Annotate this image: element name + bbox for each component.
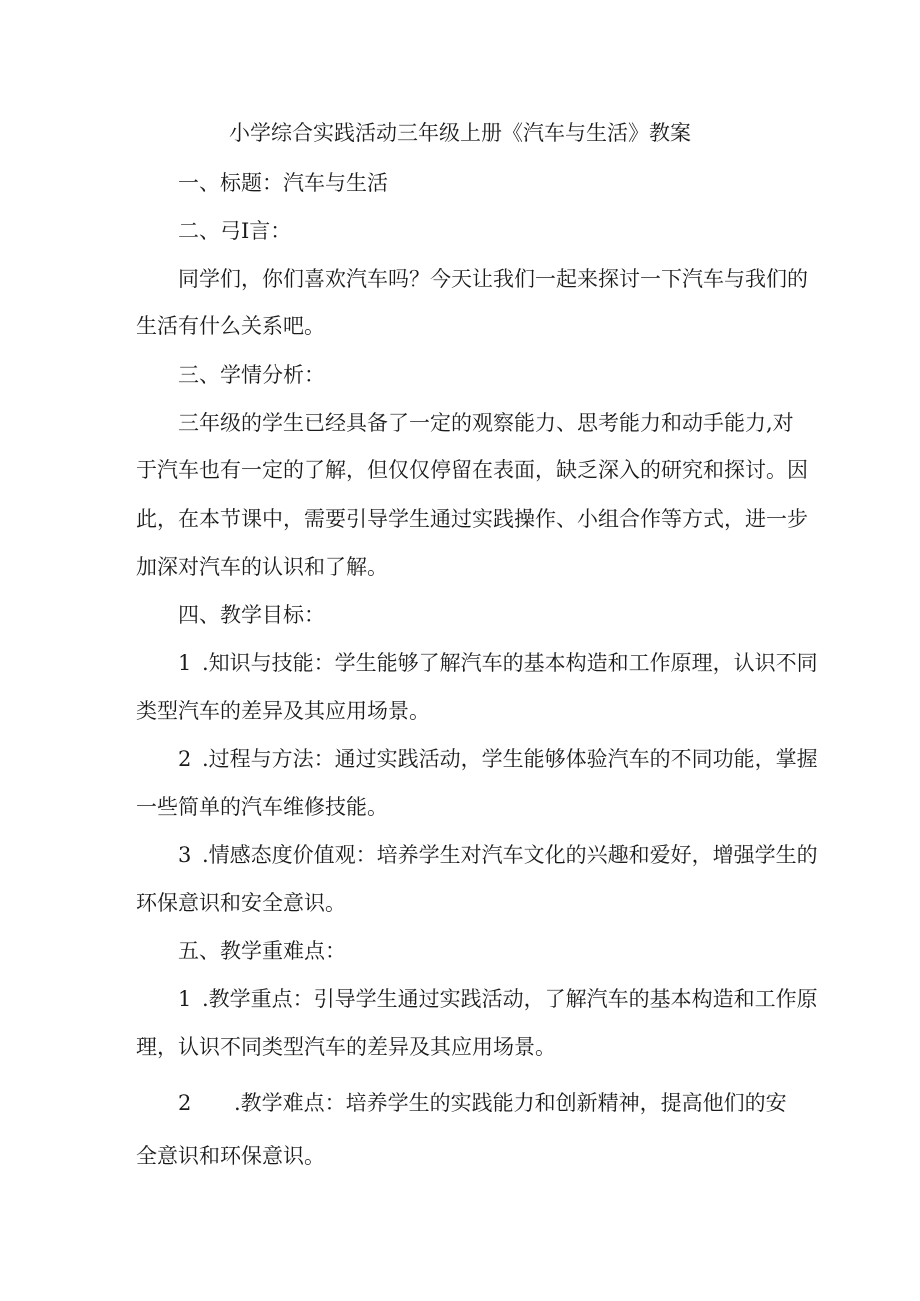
heading-key-difficult-points: 五、教学重难点：: [178, 939, 346, 963]
heading-student-analysis: 三、学情分析：: [178, 363, 325, 387]
goal-2-line-1: [178, 744, 838, 774]
heading-teaching-goals: 四、教学目标：: [178, 603, 325, 627]
key-point-line-1: [178, 984, 838, 1014]
analysis-paragraph-line-3: 此，在本节课中，需要引导学生通过实践操作、小组合作等方式，进一步: [136, 507, 808, 531]
goal-1-text: .知识与技能：学生能够了解汽车的基本构造和工作原理，认识不同: [202, 651, 818, 675]
difficult-point-line-2: 全意识和环保意识。: [136, 1144, 325, 1168]
analysis-paragraph-line-1: 三年级的学生已经具备了一定的观察能力、思考能力和动手能力,对: [178, 411, 794, 435]
goal-2-number: 2: [178, 747, 192, 771]
intro-paragraph-line-2: 生活有什么关系吧。: [136, 314, 325, 338]
goal-3-line-2: 环保意识和安全意识。: [136, 891, 346, 915]
key-point-line-2: 理，认识不同类型汽车的差异及其应用场景。: [136, 1035, 556, 1059]
analysis-paragraph-line-2: 于汽车也有一定的了解，但仅仅停留在表面，缺乏深入的研究和探讨。因: [136, 458, 808, 482]
document-title: 小学综合实践活动三年级上册《汽车与生活》教案: [229, 121, 691, 145]
goal-1-number: 1: [178, 651, 192, 675]
key-point-number: 1: [178, 987, 192, 1011]
difficult-point-number: 2: [178, 1091, 192, 1115]
heading-title-section: 一、标题：汽车与生活: [178, 171, 388, 195]
intro-paragraph-line-1: 同学们，你们喜欢汽车吗？今天让我们一起来探讨一下汽车与我们的: [178, 267, 808, 291]
goal-1-line-2: 类型汽车的差异及其应用场景。: [136, 699, 430, 723]
goal-3-line-1: [178, 840, 838, 870]
analysis-paragraph-line-4: 加深对汽车的认识和了解。: [136, 555, 388, 579]
goal-3-number: 3: [178, 843, 192, 867]
goal-3-text: .情感态度价值观：培养学生对汽车文化的兴趣和爱好，增强学生的: [202, 843, 818, 867]
goal-2-text: .过程与方法：通过实践活动，学生能够体验汽车的不同功能，掌握: [202, 747, 818, 771]
key-point-text: .教学重点：引导学生通过实践活动，了解汽车的基本构造和工作原: [202, 987, 818, 1011]
heading-introduction: 二、弓I言：: [178, 219, 292, 243]
difficult-point-line-1: [178, 1088, 838, 1118]
goal-1-line-1: [178, 648, 838, 678]
goal-2-line-2: 一些简单的汽车维修技能。: [136, 795, 388, 819]
difficult-point-text: .教学难点：培养学生的实践能力和创新精神，提高他们的安: [234, 1091, 787, 1115]
